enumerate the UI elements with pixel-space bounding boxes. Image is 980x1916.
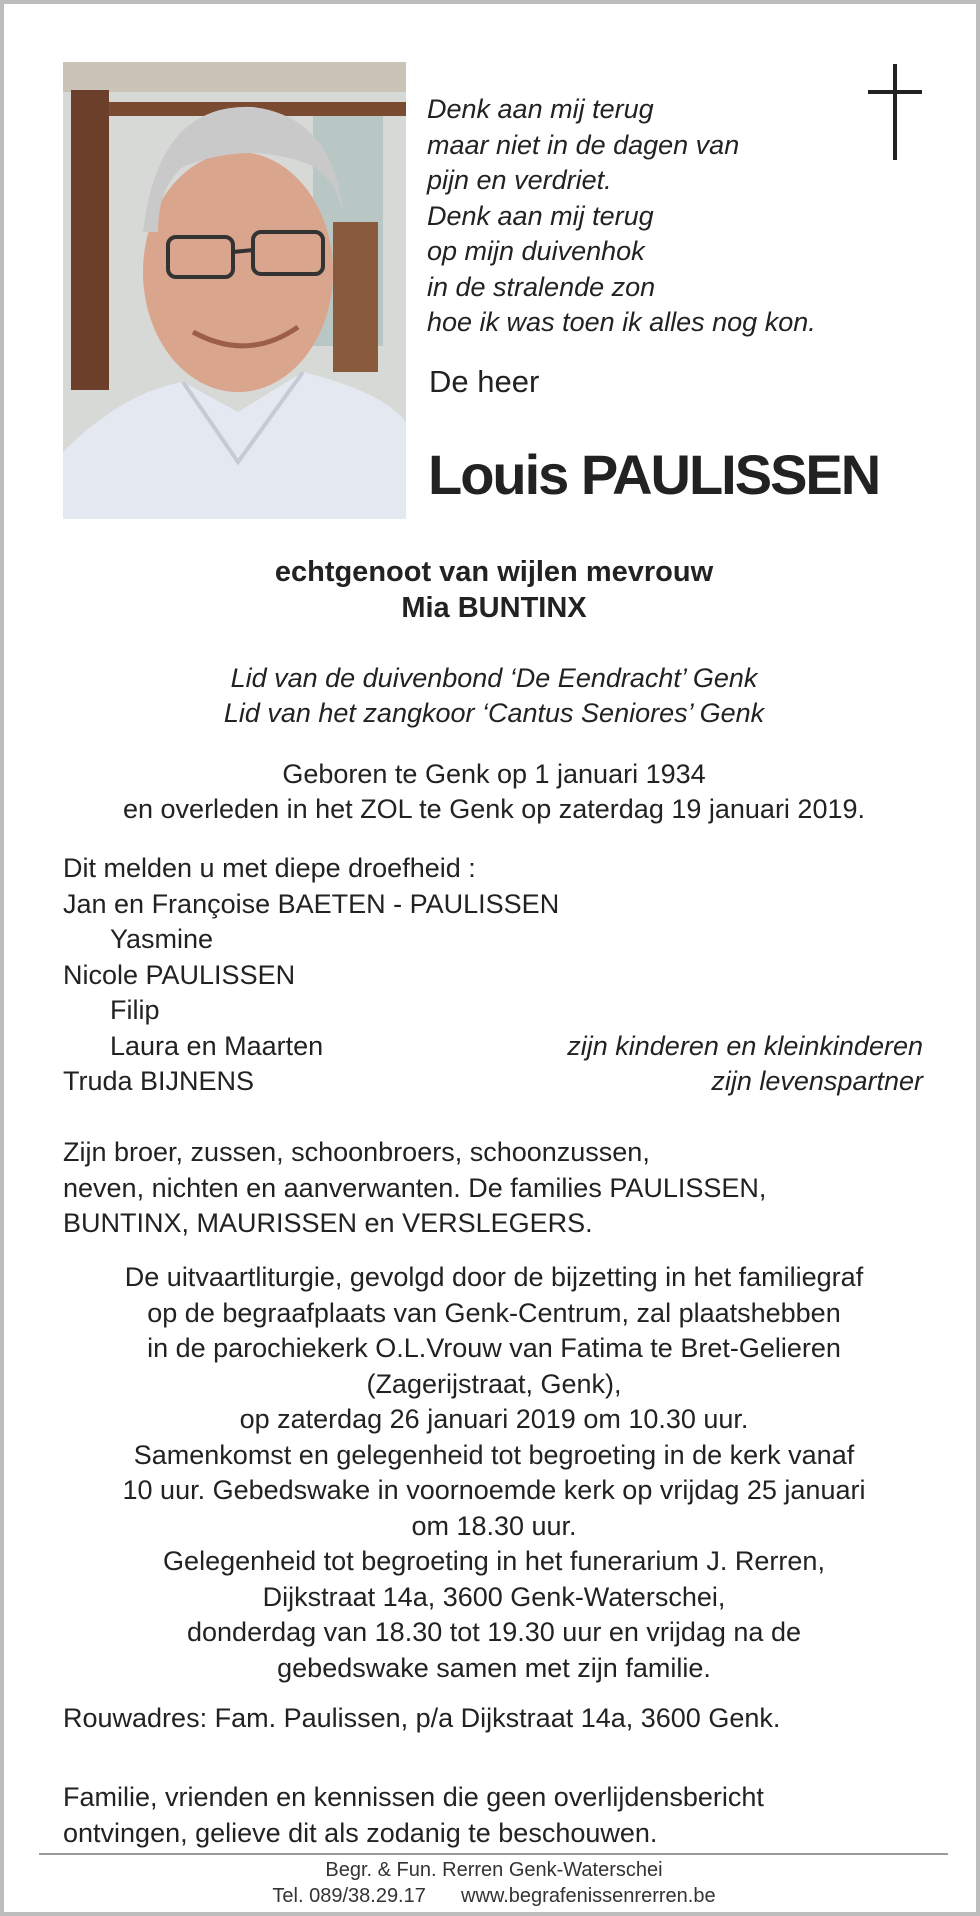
funeral-line: 10 uur. Gebedswake in voornoemde kerk op vrijdag 25 januari: [122, 1475, 866, 1505]
death-line: en overleden in het ZOL te Genk op zaterdag 19 januari 2019.: [123, 794, 865, 824]
footer-website[interactable]: www.begrafenissenrerren.be: [461, 1885, 716, 1907]
mourner-name: Laura en Maarten: [110, 1030, 324, 1061]
mourner-relation: zijn levenspartner: [711, 1066, 923, 1096]
footer-tel: Tel. 089/38.29.17: [272, 1885, 426, 1907]
mourner-name: Yasmine: [110, 924, 214, 954]
membership-line: Lid van het zangkoor ‘Cantus Seniores’ Genk: [223, 698, 765, 728]
funeral-line: Samenkomst en gelegenheid tot begroeting in de kerk vanaf: [133, 1439, 855, 1470]
footer: [44, 1857, 944, 1909]
mourners-list: [63, 851, 923, 1100]
mourner-row: [63, 1029, 923, 1065]
funeral-line: om 18.30 uur.: [411, 1510, 577, 1541]
footer-contact: [44, 1883, 944, 1909]
notice-line: ontvingen, gelieve dit als zodanig te beschouwen.: [63, 1817, 658, 1848]
funeral-line: gebedswake samen met zijn familie.: [277, 1652, 711, 1683]
funeral-line: De uitvaartliturgie, gevolgd door de bijzetting in het familiegraf: [124, 1262, 864, 1292]
mourner-name: Jan en Françoise BAETEN - PAULISSEN: [63, 888, 560, 919]
poem-line: hoe ik was toen ik alles nog kon.: [427, 307, 816, 337]
funeral-line: op zaterdag 26 januari 2019 om 10.30 uur.: [239, 1404, 749, 1434]
mourner-name: Truda BIJNENS: [63, 1066, 255, 1096]
mourner-name: Filip: [110, 995, 160, 1025]
membership-line: Lid van de duivenbond ‘De Eendracht’ Genk: [230, 663, 758, 693]
relatives-line: Zijn broer, zussen, schoonbroers, schoonzussen,: [63, 1137, 650, 1167]
footer-divider: [39, 1853, 948, 1855]
notice-line: Familie, vrienden en kennissen die geen overlijdensbericht: [63, 1782, 764, 1812]
relatives-line: BUNTINX, MAURISSEN en VERSLEGERS.: [63, 1208, 593, 1238]
salutation: De heer: [429, 364, 540, 399]
funeral-line: donderdag van 18.30 tot 19.30 uur en vrijdag na de: [187, 1617, 801, 1647]
poem-line: in de stralende zon: [427, 271, 656, 302]
poem-line: maar niet in de dagen van: [427, 129, 740, 160]
mourner-row: [63, 958, 923, 994]
funeral-line: (Zagerijstraat, Genk),: [366, 1368, 622, 1399]
deceased-name: Louis PAULISSEN: [428, 443, 880, 506]
portrait-photo: [63, 62, 406, 519]
relatives-line: neven, nichten en aanverwanten. De families PAULISSEN,: [63, 1172, 767, 1203]
funeral-line: in de parochiekerk O.L.Vrouw van Fatima te Bret-Gelieren: [147, 1333, 841, 1363]
mourner-relation: zijn kinderen en kleinkinderen: [567, 1030, 923, 1061]
funeral-line: op de begraafplaats van Genk-Centrum, zal plaatshebben: [147, 1297, 841, 1328]
mourner-name: Nicole PAULISSEN: [63, 959, 296, 990]
spouse-name: Mia BUNTINX: [401, 592, 587, 624]
notice: [63, 1780, 923, 1851]
funeral-line: Gelegenheid tot begroeting in het funerarium J. Rerren,: [163, 1546, 825, 1576]
poem: [427, 92, 887, 341]
mourner-row: [63, 1064, 923, 1100]
mourner-row: [63, 887, 923, 923]
footer-company: Begr. & Fun. Rerren Genk-Waterschei: [325, 1859, 663, 1881]
mourner-row: [63, 993, 923, 1029]
poem-line: pijn en verdriet.: [427, 165, 612, 195]
poem-line: Denk aan mij terug: [427, 200, 654, 231]
poem-line: op mijn duivenhok: [427, 236, 645, 266]
mourners-intro: [63, 851, 923, 887]
poem-line: Denk aan mij terug: [427, 94, 654, 124]
mourner-row: [63, 922, 923, 958]
spouse-info: [44, 554, 944, 626]
mourners-intro-text: Dit melden u met diepe droefheid :: [63, 853, 476, 883]
mourning-address: Rouwadres: Fam. Paulissen, p/a Dijkstraat 14a, 3600 Genk.: [63, 1703, 781, 1733]
memberships: [44, 661, 944, 731]
relatives: [63, 1135, 923, 1242]
birth-death-info: [44, 757, 944, 827]
birth-line: Geboren te Genk op 1 januari 1934: [282, 759, 706, 789]
spouse-line: echtgenoot van wijlen mevrouw: [274, 556, 714, 588]
funeral-details: [44, 1260, 944, 1686]
funeral-line: Dijkstraat 14a, 3600 Genk-Waterschei,: [262, 1581, 726, 1612]
